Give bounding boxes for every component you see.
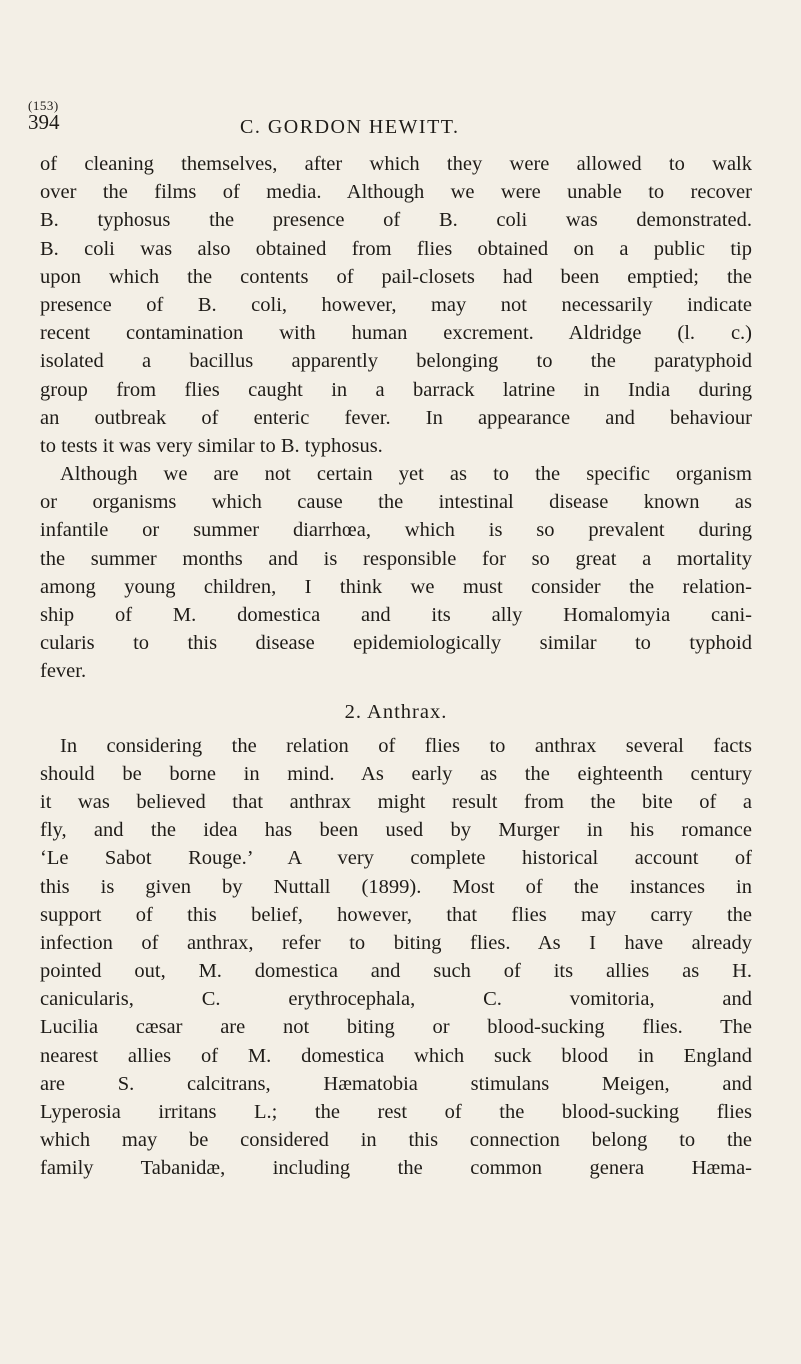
text-line: infection of anthrax, refer to biting flies. As I have already: [40, 931, 752, 954]
text-line: among young children, I think we must consider the relation-: [40, 575, 752, 598]
text-line: over the films of media. Although we were unable to recover: [40, 181, 752, 204]
text-line: or organisms which cause the intestinal disease known as: [40, 491, 752, 514]
text-line: of cleaning themselves, after which they were allowed to walk: [40, 153, 752, 175]
text-line: to tests it was very similar to B. typhosus.: [40, 434, 383, 457]
text-line: should be borne in mind. As early as the eighteenth century: [40, 762, 752, 785]
text-line: it was believed that anthrax might result from the bite of a: [40, 790, 752, 813]
text-line: group from flies caught in a barrack latrine in India during: [40, 378, 752, 401]
text-line: B. typhosus the presence of B. coli was demonstrated.: [40, 209, 752, 232]
text-line: the summer months and is responsible for so great a mortality: [40, 547, 752, 570]
text-line: cularis to this disease epidemiologically similar to typhoid: [40, 632, 752, 655]
text-line: ship of M. domestica and its ally Homalomyia cani-: [40, 604, 752, 626]
text-line: canicularis, C. erythrocephala, C. vomitoria, and: [40, 988, 752, 1011]
text-line: this is given by Nuttall (1899). Most of the instances in: [40, 875, 752, 898]
text-line: pointed out, M. domestica and such of its allies as H.: [40, 960, 752, 983]
running-head: C. GORDON HEWITT.: [240, 116, 460, 138]
text-line: nearest allies of M. domestica which suck blood in England: [40, 1044, 752, 1067]
text-line: support of this belief, however, that flies may carry the: [40, 903, 752, 926]
paragraph-2: [40, 460, 752, 686]
paragraph-1: [40, 150, 752, 460]
serial-number: (153): [28, 98, 59, 113]
text-line: Although we are not certain yet as to the specific organism: [60, 463, 752, 486]
paragraph-3: [40, 732, 752, 1183]
text-line: presence of B. coli, however, may not necessarily indicate: [40, 293, 752, 316]
text-line: fever.: [40, 660, 87, 683]
text-line: Lucilia cæsar are not biting or blood-sucking flies. The: [40, 1016, 752, 1039]
text-line: upon which the contents of pail-closets had been emptied; the: [40, 265, 752, 288]
text-line: ‘Le Sabot Rouge.’ A very complete historical account of: [40, 847, 752, 870]
text-line: infantile or summer diarrhœa, which is so prevalent during: [40, 519, 752, 542]
text-line: recent contamination with human excrement. Aldridge (l. c.): [40, 322, 752, 345]
text-line: family Tabanidæ, including the common genera Hæma-: [40, 1157, 752, 1180]
text-line: In considering the relation of flies to anthrax several facts: [60, 734, 752, 757]
text-line: fly, and the idea has been used by Murger in his romance: [40, 819, 752, 842]
page-number: 394: [28, 110, 60, 134]
text-line: are S. calcitrans, Hæmatobia stimulans Meigen, and: [40, 1072, 752, 1095]
text-line: isolated a bacillus apparently belonging to the paratyphoid: [40, 350, 752, 373]
body-text: [40, 150, 752, 1183]
text-line: an outbreak of enteric fever. In appearance and behaviour: [40, 406, 752, 429]
text-line: Lyperosia irritans L.; the rest of the blood-sucking flies: [40, 1101, 752, 1123]
text-line: which may be considered in this connection belong to the: [40, 1129, 752, 1152]
section-heading: 2. Anthrax.: [344, 700, 448, 723]
text-line: B. coli was also obtained from flies obtained on a public tip: [40, 237, 752, 260]
